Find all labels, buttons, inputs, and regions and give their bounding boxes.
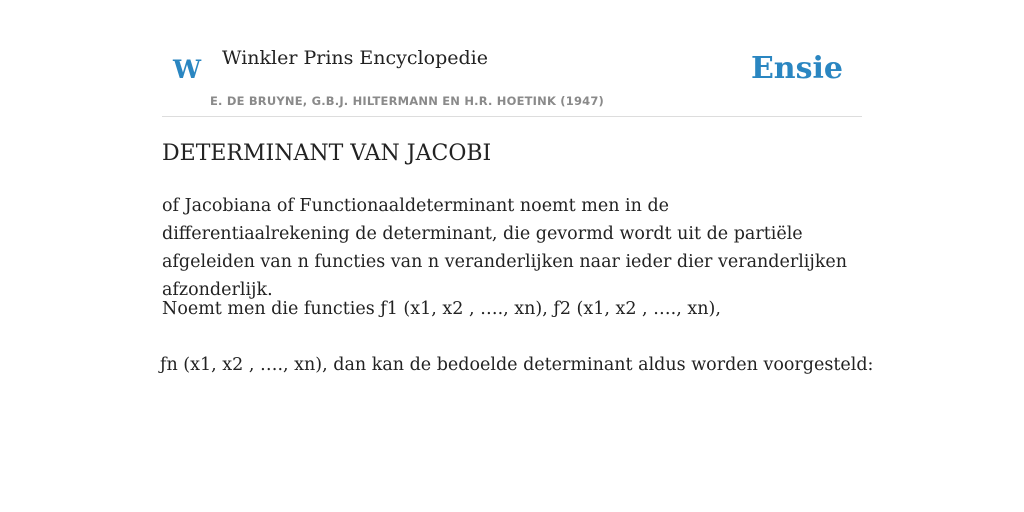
article-title: DETERMINANT VAN JACOBI <box>162 141 492 166</box>
page <box>160 0 874 375</box>
article-paragraph: of Jacobiana of Functionaaldeterminant noemt men in de differentiaalrekening de determinant, die gevormd wordt uit de partiële afgeleiden van n functies van n veranderlijken naar ieder dier veranderlijken afzonderlijk. <box>162 196 848 300</box>
article-paragraph: ƒn (x1, x2 , …., xn), dan kan de bedoelde determinant aldus worden voorgesteld: <box>160 355 874 375</box>
authors-line: E. DE BRUYNE, G.B.J. HILTERMANN EN H.R. HOETINK (1947) <box>210 94 605 108</box>
site-title[interactable]: Winkler Prins Encyclopedie <box>222 47 488 69</box>
ensie-brand-link[interactable]: Ensie <box>750 51 843 86</box>
site-header <box>162 0 862 117</box>
winkler-prins-logo[interactable]: W <box>173 55 202 84</box>
article-paragraph: Noemt men die functies ƒ1 (x1, x2 , …., xn), ƒ2 (x1, x2 , …., xn), <box>162 299 721 319</box>
